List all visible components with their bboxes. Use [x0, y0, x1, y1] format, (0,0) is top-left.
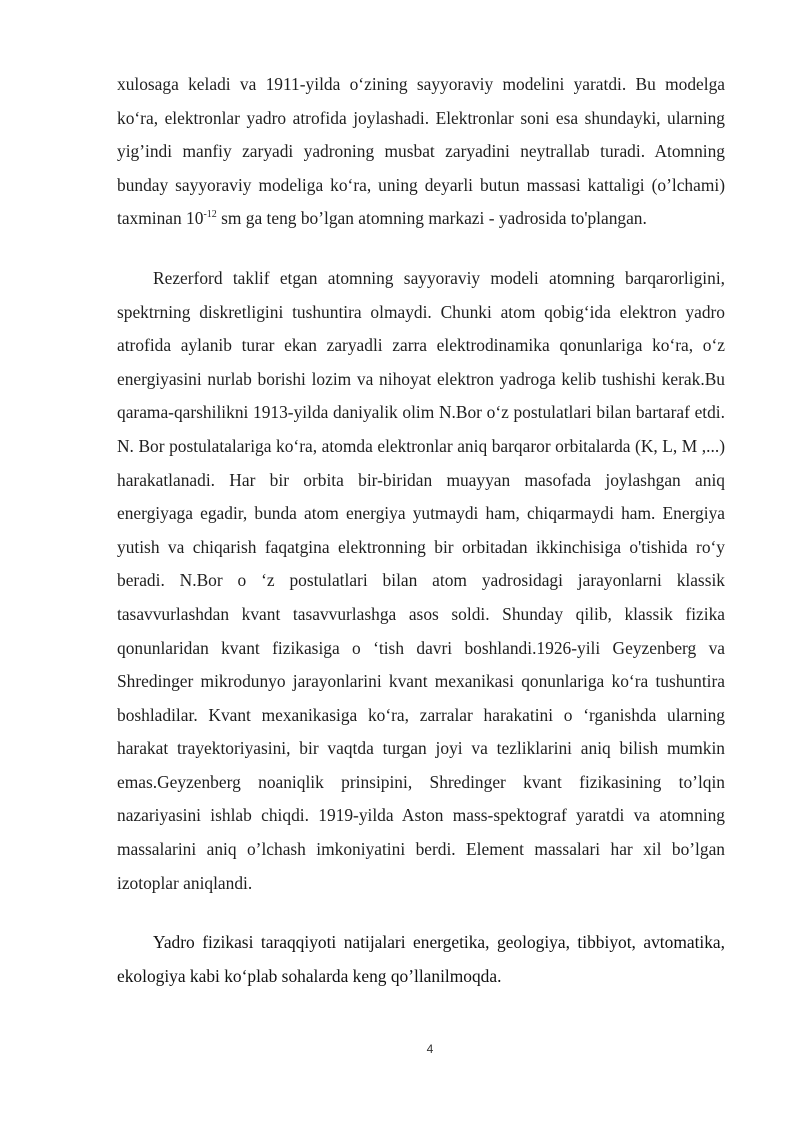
- paragraph-applications: Yadro fizikasi taraqqiyoti natijalari energetika, geologiya, tibbiyot, avtomatika, ekologiya kabi ko‘plab sohalarda keng qo’llanilmoqda.: [117, 932, 725, 986]
- body-text: [117, 68, 725, 993]
- exponent-superscript: -12: [203, 208, 217, 220]
- page-number: 4: [426, 1042, 434, 1056]
- paragraph-text: xulosaga keladi va 1911-yilda o‘zining sayyoraviy modelini yaratdi. Bu modelga ko‘ra, elektronlar yadro atrofida joylashadi. Elektronlar soni esa shundayki, ularning yig’indi manfiy zaryadi yadroning musbat zaryadini neytrallab turadi. Atomning bunday sayyoraviy modeliga ko‘ra, uning deyarli butun massasi kattaligi (o’lchami) taxminan 10: [117, 74, 725, 229]
- paragraph-bohr-postulates: Rezerford taklif etgan atomning sayyoraviy modeli atomning barqarorligini, spektrning diskretligini tushuntira olmaydi. Chunki atom qobig‘ida elektron yadro atrofida aylanib turar ekan zaryadli zarra elektrodinamika qonunlariga ko‘ra, o‘z energiyasini nurlab borishi lozim va nihoyat elektron yadroga kelib tushishi kerak.Bu qarama-qarshilikni 1913-yilda daniyalik olim N.Bor o‘z postulatlari bilan bartaraf etdi. N. Bor postulatalariga ko‘ra, atomda elektronlar aniq barqaror orbitalarda (K, L, M ,...) harakatlanadi. Har bir orbita bir-biridan muayyan masofada joylashgan aniq energiyaga egadir, bunda atom energiya yutmaydi ham, chiqarmaydi ham. Energiya yutish va chiqarish faqatgina elektronning bir orbitadan ikkinchisiga o'tishida ro‘y beradi. N.Bor o ‘z postulatlari bilan atom yadrosidagi jarayonlarni klassik tasavvurlashdan kvant tasavvurlashga asos soldi. Shunday qilib, klassik fizika qonunlaridan kvant fizikasiga o ‘tish davri boshlandi.1926-yili Geyzenberg va Shredinger mikrodunyo jarayonlarini kvant mexanikasi qonunlariga ko‘ra tushuntira boshladilar. Kvant mexanikasiga ko‘ra, zarralar harakatini o ‘rganishda ularning harakat trayektoriyasini, bir vaqtda turgan joyi va tezliklarini aniq bilish mumkin emas.Geyzenberg noaniqlik prinsipini, Shredinger kvant fizikasining to’lqin nazariyasini ishlab chiqdi. 1919-yilda Aston mass-spektograf yaratdi va atomning massalarini aniq o’lchash imkoniyatini berdi. Element massalari har xil bo’lgan izotoplar aniqlandi.: [117, 267, 725, 893]
- paragraph-rutherford-model: [117, 68, 725, 236]
- paragraph-text-continued: sm ga teng bo’lgan atomning markazi - yadrosida to'plangan.: [216, 208, 647, 229]
